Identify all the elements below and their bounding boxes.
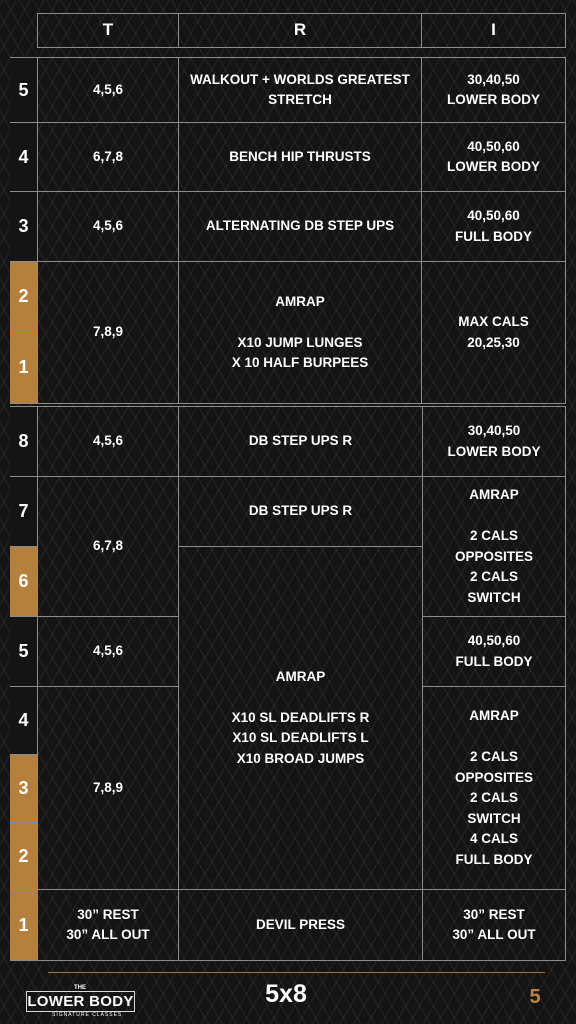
round-number: 4 [10, 122, 38, 192]
brand-logo [26, 985, 137, 1017]
t-cell: 30” REST 30” ALL OUT [37, 889, 179, 961]
r-cell: DEVIL PRESS [178, 889, 423, 961]
i-cell: 40,50,60 LOWER BODY [421, 122, 566, 192]
logo-sub-text: SIGNATURE CLASSES [52, 1012, 123, 1018]
i-cell: MAX CALS 20,25,30 [421, 261, 566, 404]
i-cell: 30,40,50 LOWER BODY [422, 406, 566, 477]
header-col-t: T [37, 13, 179, 48]
page-number: 5 [529, 986, 541, 1008]
logo-main-text: LOWER BODY [27, 993, 134, 1010]
t-cell: 7,8,9 [37, 261, 179, 404]
r-cell: AMRAP X10 SL DEADLIFTS R X10 SL DEADLIFTS L X10 BROAD JUMPS [178, 546, 423, 890]
i-cell: AMRAP 2 CALS OPPOSITES 2 CALS SWITCH [422, 476, 566, 617]
r-cell: DB STEP UPS R [178, 476, 423, 547]
r-cell: DB STEP UPS R [178, 406, 423, 477]
r-cell: AMRAP X10 JUMP LUNGES X 10 HALF BURPEES [178, 261, 422, 404]
t-cell: 4,5,6 [37, 57, 179, 123]
i-cell: AMRAP 2 CALS OPPOSITES 2 CALS SWITCH 4 CALS FULL BODY [422, 686, 566, 890]
t-cell: 4,5,6 [37, 406, 179, 477]
header-col-r: R [178, 13, 422, 48]
round-number: 3 [10, 191, 38, 262]
t-cell: 6,7,8 [37, 122, 179, 192]
round-number: 7 [10, 476, 38, 547]
t-cell: 6,7,8 [37, 476, 179, 617]
footer-divider [48, 972, 545, 973]
logo-top-text: THE [74, 985, 86, 991]
round-number: 5 [10, 57, 38, 123]
round-number: 3 [10, 754, 38, 823]
t-cell: 7,8,9 [37, 686, 179, 890]
i-cell: 40,50,60 FULL BODY [421, 191, 566, 262]
round-number: 6 [10, 546, 38, 617]
round-number: 2 [10, 822, 38, 890]
i-cell: 30” REST 30” ALL OUT [422, 889, 566, 961]
workout-title: 5x8 [265, 980, 307, 1008]
round-number: 1 [10, 889, 38, 961]
round-number: 2 [10, 261, 38, 332]
round-number: 8 [10, 406, 38, 477]
r-cell: BENCH HIP THRUSTS [178, 122, 422, 192]
t-cell: 4,5,6 [37, 191, 179, 262]
header-col-i: I [421, 13, 566, 48]
round-number: 4 [10, 686, 38, 755]
i-cell: 30,40,50 LOWER BODY [421, 57, 566, 123]
r-cell: WALKOUT + WORLDS GREATEST STRETCH [178, 57, 422, 123]
round-number: 5 [10, 616, 38, 687]
r-cell: ALTERNATING DB STEP UPS [178, 191, 422, 262]
round-number: 1 [10, 331, 38, 404]
i-cell: 40,50,60 FULL BODY [422, 616, 566, 687]
t-cell: 4,5,6 [37, 616, 179, 687]
